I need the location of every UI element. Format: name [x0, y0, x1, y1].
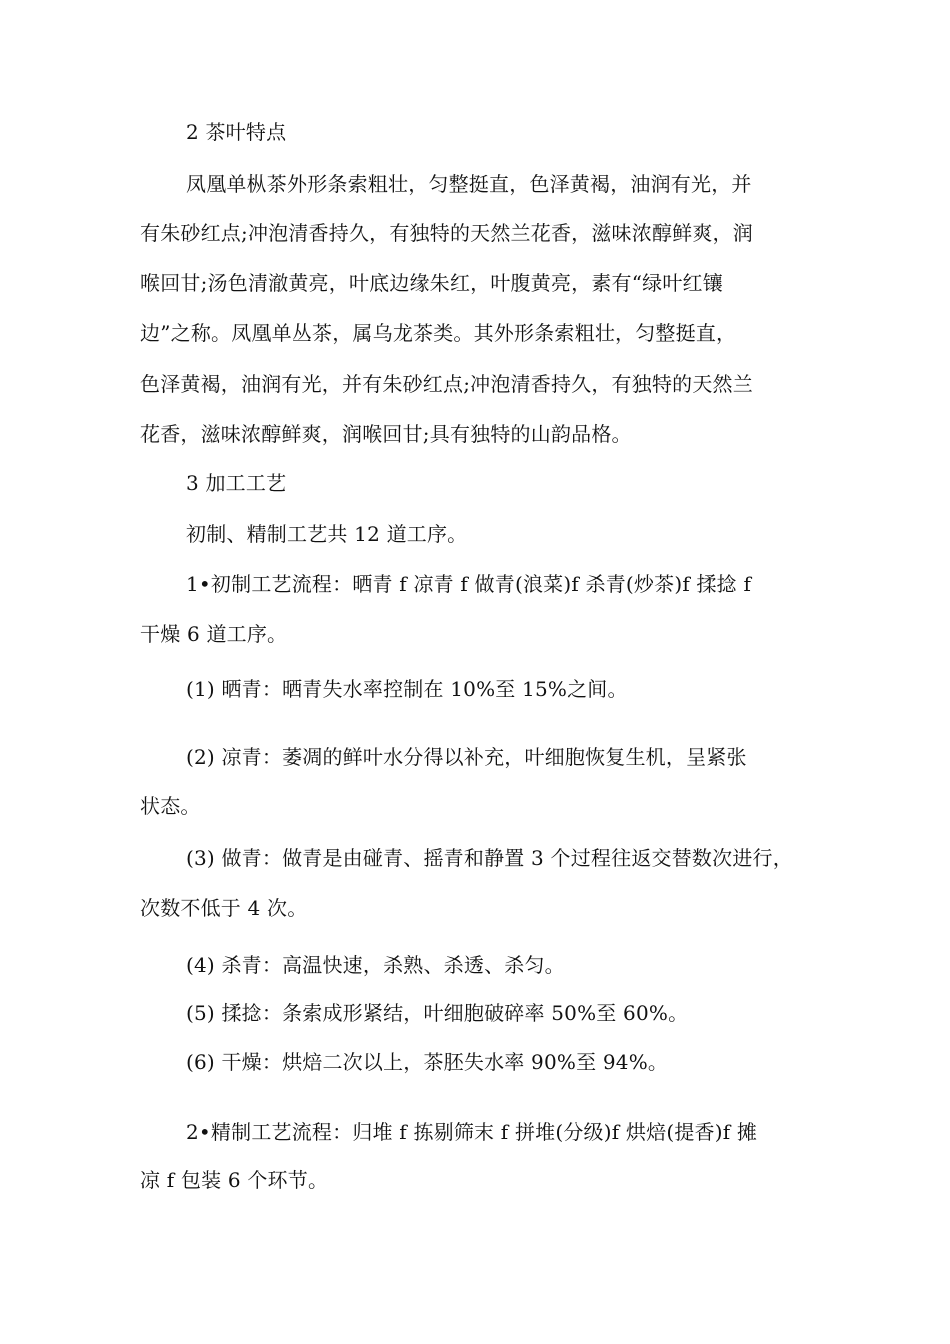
list-item: (5) 揉捻：条索成形紧结，叶细胞破碎率 50%至 60%。 [186, 1001, 689, 1025]
section-heading-tea-features: 2 茶叶特点 [186, 120, 287, 144]
paragraph-line: 喉回甘;汤色清澈黄亮，叶底边缘朱红，叶腹黄亮，素有“绿叶红镶 [140, 271, 723, 295]
paragraph-line: 凤凰单枞茶外形条索粗壮，匀整挺直，色泽黄褐，油润有光，并 [186, 172, 752, 196]
list-item: (6) 干燥：烘焙二次以上，茶胚失水率 90%至 94%。 [186, 1050, 669, 1074]
paragraph-line: 2•精制工艺流程：归堆 f 拣剔筛末 f 拼堆(分级)f 烘焙(提香)f 摊 [186, 1120, 758, 1144]
paragraph-line: 边”之称。凤凰单丛茶，属乌龙茶类。其外形条索粗壮，匀整挺直， [140, 321, 737, 345]
paragraph-line: 凉 f 包装 6 个环节。 [140, 1168, 329, 1192]
list-item: (3) 做青：做青是由碰青、摇青和静置 3 个过程往返交替数次进行， [186, 846, 793, 870]
paragraph-line: 有朱砂红点;冲泡清香持久，有独特的天然兰花香，滋味浓醇鲜爽，润 [140, 221, 753, 245]
paragraph-line: 干燥 6 道工序。 [140, 622, 288, 646]
section-heading-processing: 3 加工工艺 [186, 471, 287, 495]
paragraph-line: 1•初制工艺流程：晒青 f 凉青 f 做青(浪菜)f 杀青(炒茶)f 揉捻 f [186, 572, 752, 596]
list-item-continuation: 次数不低于 4 次。 [140, 896, 308, 920]
list-item: (4) 杀青：高温快速，杀熟、杀透、杀匀。 [186, 953, 565, 977]
list-item-continuation: 状态。 [140, 794, 201, 818]
list-item: (1) 晒青：晒青失水率控制在 10%至 15%之间。 [186, 677, 628, 701]
paragraph-line: 色泽黄褐，油润有光，并有朱砂红点;冲泡清香持久，有独特的天然兰 [140, 372, 753, 396]
list-item: (2) 凉青：萎凋的鲜叶水分得以补充，叶细胞恢复生机，呈紧张 [186, 745, 747, 769]
paragraph-line: 花香，滋味浓醇鲜爽，润喉回甘;具有独特的山韵品格。 [140, 422, 632, 446]
paragraph-line: 初制、精制工艺共 12 道工序。 [186, 522, 468, 546]
